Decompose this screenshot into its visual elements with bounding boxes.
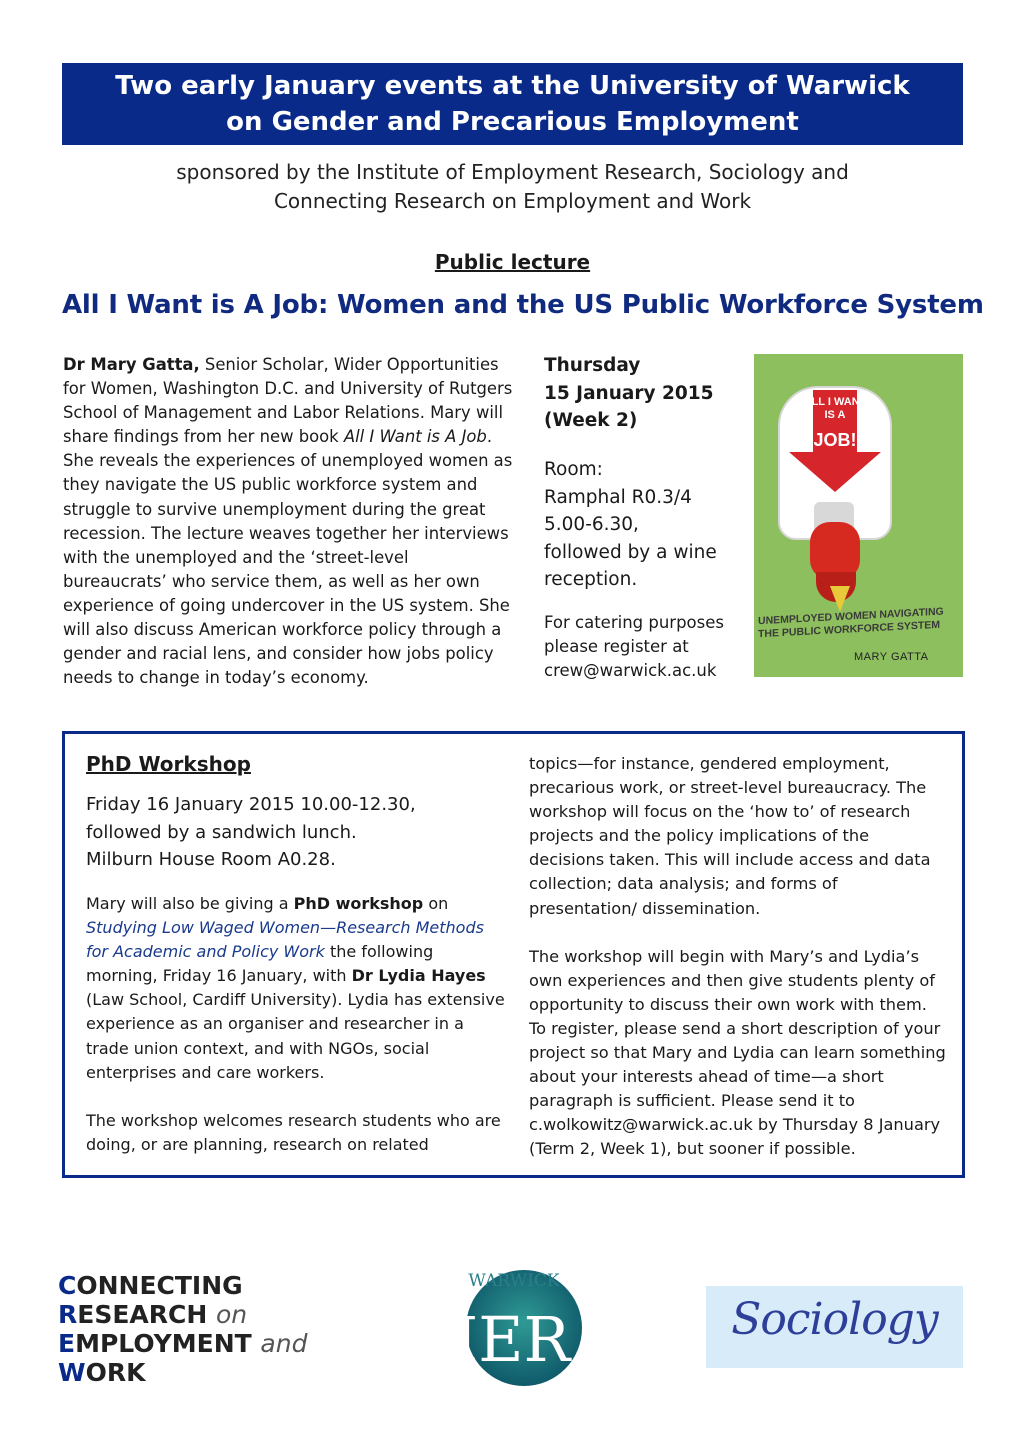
book-author: MARY GATTA — [854, 651, 929, 663]
room-label: Room: — [544, 459, 603, 480]
warwick-ier-logo — [442, 1266, 586, 1386]
crew-e: E — [58, 1329, 76, 1358]
crew-3: MPLOYMENT — [75, 1329, 261, 1358]
phd-workshop-title: PhD Workshop — [86, 752, 251, 776]
p1-f: (Law School, Cardiff University). Lydia has extensive experience as an organiser and researcher in a trade union context, and with NGOs, social enterprises and care workers. — [86, 990, 505, 1082]
public-lecture-label: Public lecture — [434, 250, 591, 274]
p1-e: Dr Lydia Hayes — [351, 966, 486, 986]
phd-paragraph-1 — [86, 892, 506, 1085]
sponsor-line-1: sponsored by the Institute of Employment Research, Sociology and — [176, 160, 849, 184]
sign-line-1: ALL I WANT — [803, 396, 867, 408]
phd-left-column — [86, 892, 506, 1181]
sign-line-2: IS A — [824, 409, 846, 421]
phd-when-2: followed by a sandwich lunch. — [86, 821, 357, 843]
ier-main-text: IER — [453, 1303, 571, 1376]
p1-c: on — [423, 894, 449, 913]
crew-w: W — [58, 1358, 86, 1387]
sign-text — [792, 396, 878, 422]
room-name: Ramphal R0.3/4 — [544, 486, 692, 508]
phd-paragraph-3: topics—for instance, gendered employment, precarious work, or street-level bureaucracy. The workshop will focus on the ‘how to’ of research projects and the policy implications of the decisions taken. This will include access and data collection; data analysis; and forms of presentation/ dissemination. — [529, 754, 931, 918]
phd-workshop-when — [86, 791, 506, 874]
lecture-description — [63, 353, 513, 690]
lecture-day: Thursday — [544, 355, 641, 376]
sociology-logo-text: Sociology — [731, 1294, 938, 1345]
catering-note: For catering purposes please register at crew@warwick.ac.uk — [544, 613, 725, 680]
book-reference: All I Want is A Job — [343, 427, 487, 447]
phd-when-3: Milburn House Room A0.28. — [86, 849, 336, 870]
ier-top-text: WARWICK — [468, 1271, 560, 1291]
book-cover-image — [754, 354, 963, 677]
pen-nib-icon — [830, 586, 850, 612]
crew-4: ORK — [85, 1358, 146, 1387]
phd-right-column — [529, 752, 949, 1186]
book-subtitle: UNEMPLOYED WOMEN NAVIGATING THE PUBLIC WORKFORCE SYSTEM — [758, 605, 944, 641]
arrow-head-shape — [789, 452, 881, 492]
crew-1: ONNECTING — [76, 1271, 243, 1300]
crew-r: R — [58, 1300, 78, 1329]
p1-a: Mary will also be giving a — [86, 894, 294, 913]
banner-line-2: on Gender and Precarious Employment — [226, 107, 799, 137]
lecture-body-1: Senior Scholar, Wider Opportunities for Women, Washington D.C. and University of Rutgers School of Management and Labor Relations. Mary will share findings from her new book — [63, 355, 513, 447]
banner-line-1: Two early January events at the University of Warwick — [115, 71, 910, 101]
phd-when-1: Friday 16 January 2015 10.00-12.30, — [86, 794, 416, 815]
lecture-body-2: . She reveals the experiences of unemployed women as they navigate the US public workforce system and struggle to survive unemployment during the great recession. The lecture weaves together her interviews with the unemployed and the ‘street-level bureaucrats’ who service them, as well as her own experience of going undercover in the US system. She will also discuss American workforce policy through a gender and racial lens, and consider how jobs policy needs to change in today’s economy. — [63, 427, 513, 688]
lecture-title: All I Want is A Job: Women and the US Public Workforce System — [62, 290, 984, 320]
lecture-date-text: 15 January 2015 — [544, 382, 714, 404]
sociology-logo — [706, 1286, 963, 1368]
crew-logo — [58, 1271, 307, 1387]
lecture-date — [544, 352, 744, 435]
sign-job: JOB! — [813, 430, 857, 450]
p1-b: PhD workshop — [293, 894, 424, 913]
crew-2: ESEARCH — [77, 1300, 216, 1329]
reception-text: followed by a wine reception. — [544, 541, 717, 590]
crew-c: C — [58, 1271, 77, 1300]
header-banner — [62, 63, 963, 145]
lecture-room — [544, 456, 744, 594]
crew-on: on — [216, 1300, 248, 1329]
lecture-time: 5.00-6.30, — [544, 514, 639, 535]
sponsor-text — [62, 158, 963, 216]
phd-paragraph-2: The workshop welcomes research students who are doing, or are planning, research on related — [86, 1110, 501, 1154]
lecture-week: (Week 2) — [544, 410, 638, 431]
p1-d: the following morning, Friday 16 January, with — [86, 942, 434, 986]
workshop-title-ref: Studying Low Waged Women—Research Methods for Academic and Policy Work — [86, 918, 484, 962]
sponsor-line-2: Connecting Research on Employment and Work — [273, 189, 752, 213]
crew-and: and — [260, 1329, 308, 1358]
speaker-name: Dr Mary Gatta, — [63, 355, 200, 374]
phd-paragraph-4: The workshop will begin with Mary’s and Lydia’s own experiences and then give students plenty of opportunity to discuss their own work with them. To register, please send a short description of your project so that Mary and Lydia can learn something about your interests ahead of time—a short paragraph is sufficient. Please send it to c.wolkowitz@warwick.ac.uk by Thursday 8 January (Term 2, Week 1), but sooner if possible. — [529, 946, 946, 1159]
